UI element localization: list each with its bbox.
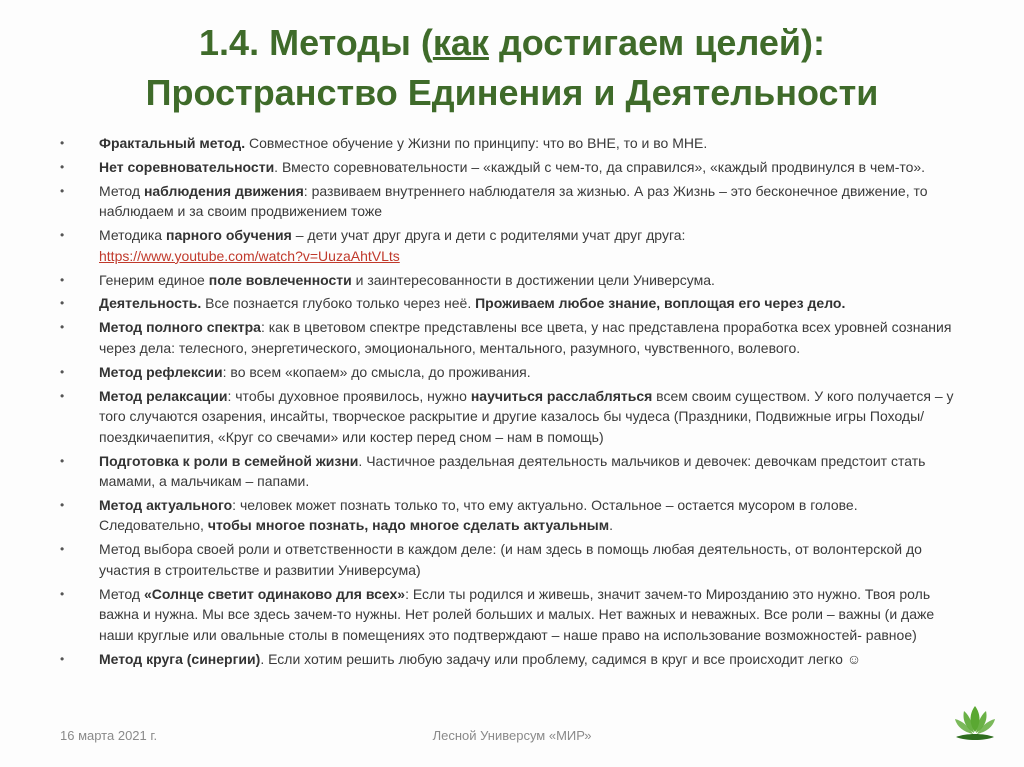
list-item: • Нет соревновательности. Вместо соревновательности – «каждый с чем-то, да справился», «каждый продвинулся в чем-то». bbox=[60, 157, 965, 178]
bullet: • bbox=[60, 542, 65, 557]
bullet: • bbox=[60, 388, 65, 403]
footer-date: 16 марта 2021 г. bbox=[60, 728, 158, 743]
bullet: • bbox=[60, 497, 65, 512]
bullet: • bbox=[60, 296, 65, 311]
list-item: • Метод выбора своей роли и ответственности в каждом деле: (и нам здесь в помощь любая деятельность, от волонтерской до участия в строительстве и развитии Универсума) bbox=[60, 541, 922, 578]
bullet: • bbox=[60, 364, 65, 379]
list-item: • Метод релаксации: чтобы духовное проявилось, нужно научиться расслабляться всем своим существом. У кого получается – у того случаются озарения, инсайты, творческое раскрытие и другие казалось бы чудеса (Праздники, Подвижные игры Походы/поездкичаепития, «Круг со свечами» или костер перед сном – нам в помощь) bbox=[60, 387, 954, 445]
list-item: • Подготовка к роли в семейной жизни. Частичное раздельная деятельность мальчиков и девочек: девочкам предстоит стать мамами, а мальчикам – папами. bbox=[60, 452, 926, 490]
bullet: • bbox=[60, 651, 65, 666]
bullet: • bbox=[60, 136, 65, 150]
youtube-link[interactable]: https://www.youtube.com/watch?v=UuzaAhtVLts bbox=[99, 247, 400, 264]
methods-list bbox=[60, 133, 965, 672]
list-item: • Метод наблюдения движения: развиваем внутреннего наблюдателя за жизнью. А раз Жизнь – это бесконечное движение, то наблюдаем и за своим продвижением тоже bbox=[60, 182, 928, 220]
list-item: • Методика парного обучения – дети учат друг друга и дети с родителями учат друг друга: https://www.youtube.com/watch?v=UuzaAhtVLts bbox=[60, 227, 686, 264]
list-item: • Генерим единое поле вовлеченности и заинтересованности в достижении цели Универсума. bbox=[60, 270, 965, 291]
list-item: • Метод актуального: человек может познать только то, что ему актуально. Остальное – остается мусором в голове. Следовательно, чтобы многое познать, надо многое сделать актуальным. bbox=[60, 496, 858, 534]
list-item: • Метод «Солнце светит одинаково для всех»: Если ты родился и живешь, значит зачем-то Мирозданию это нужно. Твоя роль важна и нужна. Мы все здесь зачем-то нужны. Нет ролей больших и малых. Нет важных и неважных. Все роли – важны (и даже наши круглые или овальные столы в помещениях это подтверждают – наше право на использование возможностей- равное) bbox=[60, 585, 935, 643]
bullet: • bbox=[60, 159, 65, 174]
bullet: • bbox=[60, 320, 65, 335]
bullet: • bbox=[60, 453, 65, 468]
list-item: • Метод круга (синергии). Если хотим решить любую задачу или проблему, садимся в круг и все происходит легко ☺ bbox=[60, 649, 965, 670]
list-item: • Метод рефлексии: во всем «копаем» до смысла, до проживания. bbox=[60, 362, 965, 383]
bullet: • bbox=[60, 586, 65, 601]
slide-title bbox=[0, 18, 1024, 118]
list-item: • Фрактальный метод. Совместное обучение у Жизни по принципу: что во ВНЕ, то и во МНЕ. bbox=[60, 133, 965, 154]
lotus-icon bbox=[952, 700, 998, 744]
bullet: • bbox=[60, 228, 65, 243]
bullet: • bbox=[60, 183, 65, 198]
title-line-2: Пространство Единения и Деятельности bbox=[145, 72, 879, 113]
footer-org: Лесной Универсум «МИР» bbox=[432, 728, 592, 743]
list-item: • Метод полного спектра: как в цветовом спектре представлены все цвета, у нас представлена проработка всех уровней сознания через дела: телесного, энергетического, эмоционального, ментального, разумного, чувственного, волевого. bbox=[60, 319, 952, 356]
title-line-1: 1.4. Методы (как достигаем целей): bbox=[199, 22, 825, 63]
list-item: • Деятельность. Все познается глубоко только через неё. Проживаем любое знание, воплощая его через дело. bbox=[60, 293, 965, 314]
bullet: • bbox=[60, 272, 65, 287]
